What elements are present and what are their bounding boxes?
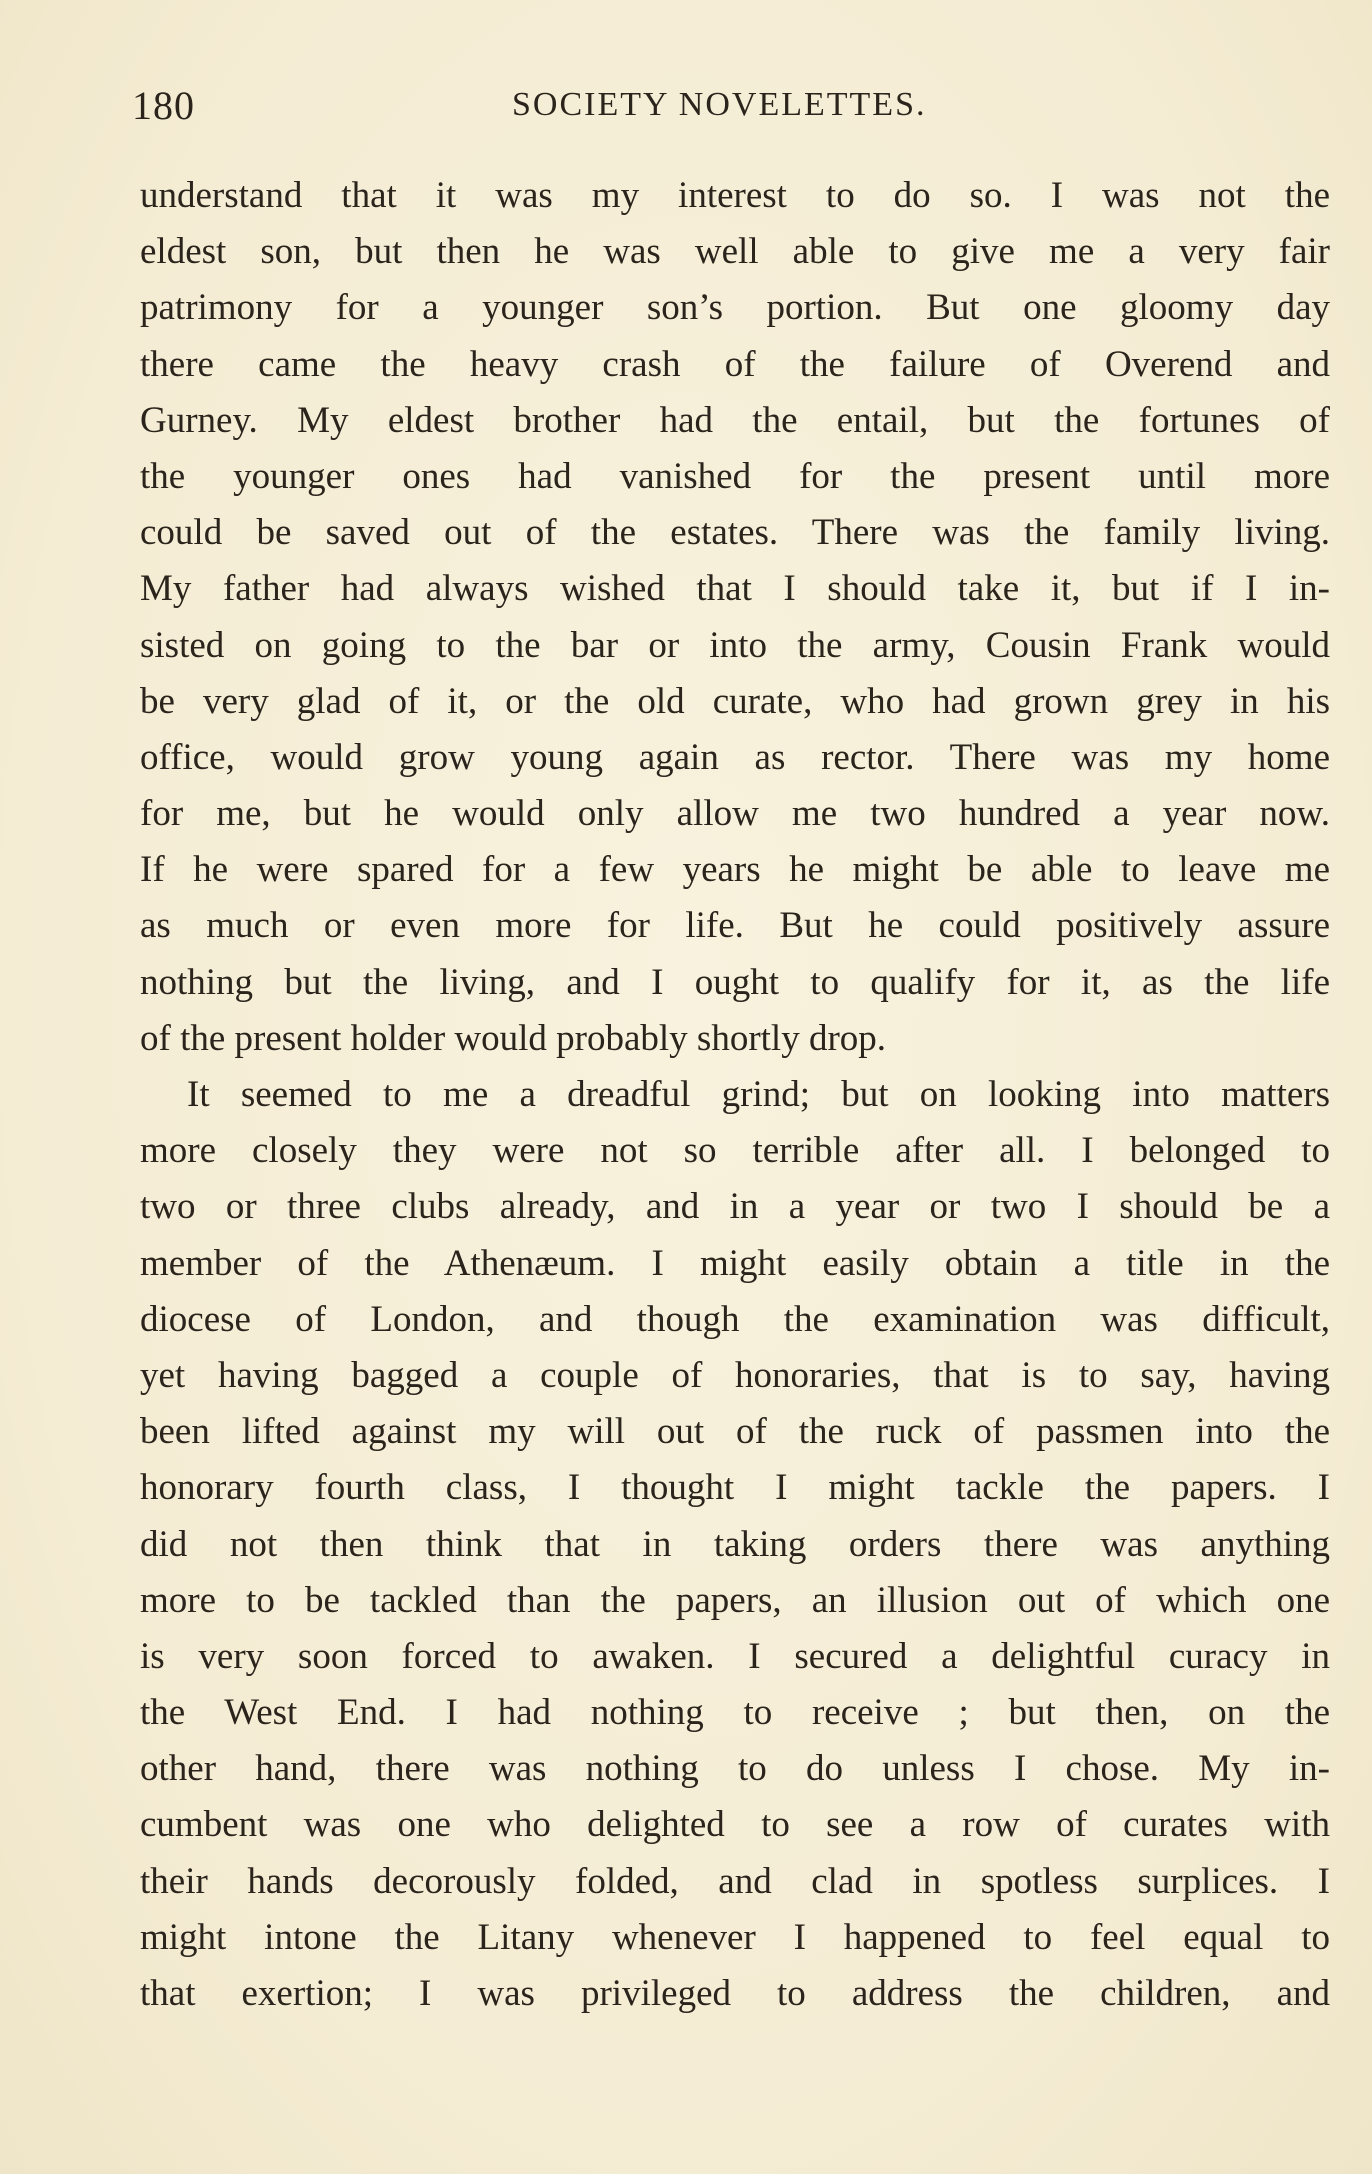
paragraph-first-line: It seemed to me a dreadful grind; but on looking into matters [187, 1074, 1330, 1115]
text-line: honorary fourth class, I thought I might tackle the papers. I [140, 1467, 1330, 1509]
text-line: of the present holder would probably shortly drop. [140, 1017, 887, 1059]
text-line: yet having bagged a couple of honoraries, that is to say, having [140, 1354, 1330, 1396]
text-line: been lifted against my will out of the ruck of passmen into the [140, 1411, 1330, 1453]
text-line: did not then think that in taking orders there was anything [140, 1523, 1330, 1565]
text-line: office, would grow young again as rector. There was my home [140, 736, 1330, 778]
text-line: sisted on going to the bar or into the army, Cousin Frank would [140, 624, 1330, 666]
text-line: that exertion; I was privileged to address the children, and [140, 1973, 1330, 2014]
text-line: If he were spared for a few years he might be able to leave me [140, 849, 1330, 891]
text-line: is very soon forced to awaken. I secured a delightful curacy in [140, 1635, 1330, 1677]
text-line: diocese of London, and though the examination was difficult, [140, 1298, 1330, 1340]
page-number: 180 [132, 83, 195, 128]
text-line: their hands decorously folded, and clad in spotless surplices. I [140, 1860, 1330, 1902]
text-line: My father had always wished that I should take it, but if I in- [140, 568, 1330, 610]
text-line: more to be tackled than the papers, an illusion out of which one [140, 1579, 1330, 1621]
body-text [140, 168, 1330, 2022]
text-line: more closely they were not so terrible after all. I belonged to [140, 1130, 1330, 1172]
text-line: could be saved out of the estates. There was the family living. [140, 512, 1330, 554]
text-line: eldest son, but then he was well able to give me a very fair [140, 231, 1330, 273]
text-line: Gurney. My eldest brother had the entail, but the fortunes of [140, 399, 1330, 441]
text-line: the West End. I had nothing to receive ; but then, on the [140, 1692, 1330, 1734]
text-line: cumbent was one who delighted to see a row of curates with [140, 1804, 1330, 1846]
text-line: two or three clubs already, and in a year or two I should be a [140, 1186, 1330, 1228]
text-line: member of the Athenæum. I might easily obtain a title in the [140, 1242, 1330, 1284]
text-line: patrimony for a younger son’s portion. But one gloomy day [140, 287, 1330, 329]
page-header [132, 82, 1232, 132]
text-line: as much or even more for life. But he could positively assure [140, 905, 1330, 947]
text-line: there came the heavy crash of the failure of Overend and [140, 343, 1330, 385]
running-title: SOCIETY NOVELETTES. [512, 86, 927, 123]
text-line: might intone the Litany whenever I happened to feel equal to [140, 1916, 1330, 1958]
text-line: the younger ones had vanished for the present until more [140, 455, 1330, 497]
text-line: understand that it was my interest to do so. I was not the [140, 175, 1330, 216]
text-line: nothing but the living, and I ought to qualify for it, as the life [140, 961, 1330, 1003]
text-line: be very glad of it, or the old curate, who had grown grey in his [140, 680, 1330, 722]
text-line: for me, but he would only allow me two hundred a year now. [140, 793, 1330, 835]
text-line: other hand, there was nothing to do unless I chose. My in- [140, 1748, 1330, 1790]
